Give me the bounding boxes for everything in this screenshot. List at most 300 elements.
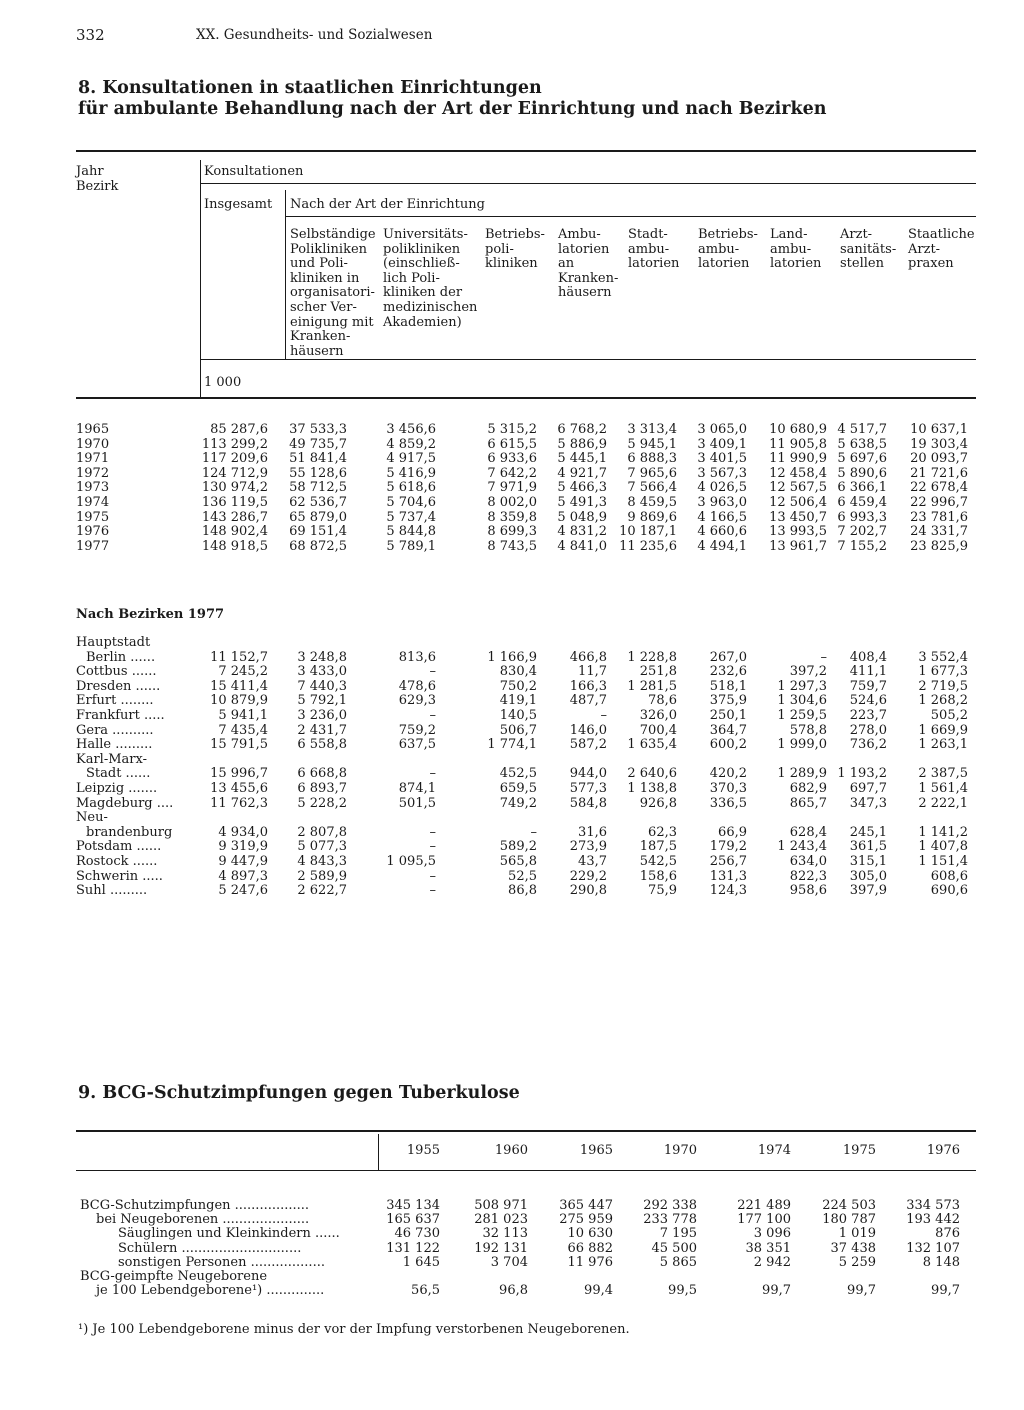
cell-value: 1 166,9 <box>487 649 537 665</box>
cell-value: 7 195 <box>659 1226 697 1242</box>
cell-value: 9 869,6 <box>627 509 677 525</box>
cell-value: 1 669,9 <box>918 722 968 738</box>
row-label: 1977 <box>76 538 110 554</box>
table-row <box>0 423 1024 438</box>
cell-value: 224 503 <box>822 1198 876 1213</box>
cell-value: 5 886,9 <box>557 436 607 452</box>
column-header-line: Selbständige <box>290 227 376 242</box>
cell-value: 143 286,7 <box>201 509 268 525</box>
cell-value: 223,7 <box>849 708 887 723</box>
cell-value: 365 447 <box>559 1198 613 1213</box>
cell-value: 958,6 <box>789 883 827 899</box>
cell-value: 2 589,9 <box>297 868 347 884</box>
column-header-line: häusern <box>558 285 612 301</box>
cell-value: 3 963,0 <box>697 495 747 510</box>
cell-value: 364,7 <box>709 722 747 738</box>
cell-value: 10 187,1 <box>619 524 677 540</box>
cell-value: 659,5 <box>499 781 537 796</box>
row-label: je 100 Lebendgeborene¹) .............. <box>96 1283 325 1299</box>
cell-value: 326,0 <box>639 708 677 723</box>
cell-value: 506,7 <box>499 722 537 738</box>
table-row <box>0 1242 1024 1256</box>
cell-value: 1 289,9 <box>777 766 827 782</box>
column-header-line: stellen <box>840 256 884 272</box>
cell-value: – <box>429 883 436 899</box>
cell-value: 5 890,6 <box>837 465 887 481</box>
column-header-1 <box>290 228 376 359</box>
cell-value: 136 119,5 <box>201 495 268 510</box>
cell-value: 315,1 <box>849 854 887 869</box>
column-header-line: latorien <box>770 256 822 272</box>
table9-top-rule <box>76 1130 976 1132</box>
cell-value: 2 387,5 <box>918 766 968 782</box>
row-label: Leipzig ....... <box>76 781 158 796</box>
cell-value: 5 792,1 <box>297 693 347 709</box>
cell-value: 4 841,0 <box>557 538 607 554</box>
table9-title: 9. BCG-Schutzimpfungen gegen Tuberkulose <box>78 1083 520 1103</box>
cell-value: 6 933,6 <box>487 451 537 467</box>
cell-value: 1 259,5 <box>777 708 827 723</box>
cell-value: 7 435,4 <box>218 722 268 738</box>
row-label: Schwerin ..... <box>76 868 163 884</box>
column-header-line: Kranken- <box>290 329 351 345</box>
cell-value: 23 781,6 <box>910 509 968 525</box>
cell-value: 267,0 <box>709 649 747 665</box>
cell-value: 8 359,8 <box>487 509 537 525</box>
stub-head-bezirk: Bezirk <box>76 178 119 194</box>
row-label: 1976 <box>76 524 110 540</box>
cell-value: 3 401,5 <box>697 451 747 467</box>
cell-value: 700,4 <box>639 722 677 738</box>
cell-value: 874,1 <box>398 781 436 796</box>
stub-head <box>76 165 118 194</box>
cell-value: 130 974,2 <box>201 480 268 496</box>
cell-value: 66,9 <box>718 824 747 840</box>
cell-value: 830,4 <box>499 664 537 680</box>
cell-value: 8 002,0 <box>487 495 537 510</box>
cell-value: 85 287,6 <box>210 422 268 437</box>
cell-value: 37 533,3 <box>289 422 347 437</box>
table-row <box>0 467 1024 482</box>
row-label: Säuglingen und Kleinkindern ...... <box>118 1226 340 1242</box>
row-label: Frankfurt ..... <box>76 708 165 723</box>
cell-value: 5 789,1 <box>386 538 436 554</box>
cell-value: 419,1 <box>499 693 537 709</box>
cell-value: 944,0 <box>569 766 607 782</box>
column-header-line: kliniken <box>485 256 538 272</box>
cell-value: 565,8 <box>499 854 537 869</box>
cell-value: 58 712,5 <box>289 480 347 496</box>
cell-value: 2 640,6 <box>627 766 677 782</box>
cell-value: 11 905,8 <box>769 436 827 452</box>
column-header-6 <box>698 228 758 272</box>
column-header-line: Ambu- <box>558 227 601 242</box>
cell-value: 2 942 <box>753 1254 791 1270</box>
cell-value: – <box>429 868 436 884</box>
column-header-line: ambu- <box>628 241 670 257</box>
table-row <box>0 782 1024 797</box>
table-row <box>0 511 1024 526</box>
column-header-line: Stadt- <box>628 227 668 242</box>
cell-value: 12 506,4 <box>769 495 827 510</box>
table-row <box>0 636 1024 651</box>
row-label: brandenburg <box>86 824 173 840</box>
cell-value: 759,2 <box>398 722 436 738</box>
cell-value: 637,5 <box>398 737 436 753</box>
cell-value: 1 138,8 <box>627 781 677 796</box>
cell-value: 99,5 <box>668 1283 697 1299</box>
cell-value: 3 456,6 <box>386 422 436 437</box>
cell-value: 865,7 <box>789 795 827 811</box>
cell-value: 148 902,4 <box>201 524 268 540</box>
column-header-line: Staatliche <box>908 227 975 242</box>
row-label: Berlin ...... <box>86 649 156 665</box>
cell-value: 11 976 <box>567 1254 613 1270</box>
cell-value: – <box>600 708 607 723</box>
cell-value: 4 897,3 <box>218 868 268 884</box>
cell-value: 736,2 <box>849 737 887 753</box>
cell-value: 6 558,8 <box>297 737 347 753</box>
cell-value: 1 304,6 <box>777 693 827 709</box>
cell-value: 96,8 <box>499 1283 528 1299</box>
cell-value: 11 990,9 <box>769 451 827 467</box>
row-label: Dresden ...... <box>76 678 161 694</box>
cell-value: 1 263,1 <box>918 737 968 753</box>
cell-value: 5 704,6 <box>386 495 436 510</box>
cell-value: 275 959 <box>559 1212 613 1228</box>
row-label: Suhl ......... <box>76 883 148 899</box>
bezirke-heading: Nach Bezirken 1977 <box>76 607 225 622</box>
year-header: 1960 <box>494 1143 528 1158</box>
cell-value: 4 831,2 <box>557 524 607 540</box>
insgesamt-divider <box>285 190 286 359</box>
cell-value: 578,8 <box>789 722 827 738</box>
cell-value: 5 259 <box>838 1254 876 1270</box>
table9-stub-divider <box>378 1134 379 1170</box>
cell-value: 2 622,7 <box>297 883 347 899</box>
column-header-line: poli- <box>485 241 514 257</box>
cell-value: 6 615,5 <box>487 436 537 452</box>
table-row <box>0 481 1024 496</box>
table-row <box>0 724 1024 739</box>
column-header-line: ambu- <box>698 241 740 257</box>
cell-value: 180 787 <box>822 1212 876 1228</box>
cell-value: 1 297,3 <box>777 678 827 694</box>
table8-title <box>78 78 826 120</box>
cell-value: 5 844,8 <box>386 524 436 540</box>
table-row <box>0 1213 1024 1227</box>
cell-value: 46 730 <box>394 1226 440 1242</box>
cell-value: 347,3 <box>849 795 887 811</box>
cell-value: 10 879,9 <box>210 693 268 709</box>
cell-value: 12 567,5 <box>769 480 827 496</box>
cell-value: 305,0 <box>849 868 887 884</box>
cell-value: 166,3 <box>569 678 607 694</box>
cell-value: 37 438 <box>830 1240 876 1256</box>
cell-value: 690,6 <box>930 883 968 899</box>
row-label: 1974 <box>76 495 110 510</box>
table8-head-bottom-rule <box>76 397 976 399</box>
cell-value: 78,6 <box>648 693 677 709</box>
row-label: 1973 <box>76 480 110 496</box>
row-label: Cottbus ...... <box>76 664 157 680</box>
cell-value: 501,5 <box>398 795 436 811</box>
cell-value: 99,4 <box>584 1283 613 1299</box>
column-header-9 <box>908 228 975 272</box>
cell-value: 1 243,4 <box>777 839 827 855</box>
cell-value: 5 865 <box>659 1254 697 1270</box>
table-row <box>0 694 1024 709</box>
page-number: 332 <box>76 26 105 44</box>
cell-value: 132 107 <box>906 1240 960 1256</box>
column-header-line: lich Poli- <box>383 270 440 286</box>
row-label: 1965 <box>76 422 110 437</box>
column-header-line: häusern <box>290 343 344 359</box>
table-row <box>0 1270 1024 1284</box>
cell-value: 69 151,4 <box>289 524 347 540</box>
cell-value: 876 <box>935 1226 960 1242</box>
row-label: 1975 <box>76 509 110 525</box>
column-header-line: kliniken in <box>290 270 360 286</box>
cell-value: 1 019 <box>838 1226 876 1242</box>
table-row <box>0 811 1024 826</box>
cell-value: 5 445,1 <box>557 451 607 467</box>
cell-value: 192 131 <box>474 1240 528 1256</box>
year-header: 1976 <box>926 1143 960 1158</box>
cell-value: 1 095,5 <box>386 854 436 869</box>
row-label: 1972 <box>76 465 110 481</box>
cell-value: 8 699,3 <box>487 524 537 540</box>
column-header-line: einigung mit <box>290 314 374 330</box>
cell-value: 229,2 <box>569 868 607 884</box>
insgesamt-head: Insgesamt <box>204 197 273 212</box>
cell-value: 587,2 <box>569 737 607 753</box>
cell-value: 6 893,7 <box>297 781 347 796</box>
cell-value: 7 566,4 <box>627 480 677 496</box>
cell-value: 508 971 <box>474 1198 528 1213</box>
column-header-line: Betriebs- <box>485 227 545 242</box>
cell-value: 5 638,5 <box>837 436 887 452</box>
cell-value: 584,8 <box>569 795 607 811</box>
table-row <box>0 680 1024 695</box>
cell-value: – <box>429 839 436 855</box>
cell-value: 278,0 <box>849 722 887 738</box>
cell-value: 7 202,7 <box>837 524 887 540</box>
cell-value: 7 245,2 <box>218 664 268 680</box>
cell-value: 4 921,7 <box>557 465 607 481</box>
row-label: Rostock ...... <box>76 854 158 869</box>
cell-value: 62 536,7 <box>289 495 347 510</box>
column-header-line: Polikliniken <box>290 241 368 257</box>
cell-value: 51 841,4 <box>289 451 347 467</box>
table-row <box>0 1199 1024 1213</box>
cell-value: 68 872,5 <box>289 538 347 554</box>
cell-value: 4 494,1 <box>697 538 747 554</box>
cell-value: 187,5 <box>639 839 677 855</box>
cell-value: 3 567,3 <box>697 465 747 481</box>
cell-value: 32 113 <box>482 1226 528 1242</box>
cell-value: 179,2 <box>709 839 747 855</box>
table-row <box>0 540 1024 555</box>
cell-value: 518,1 <box>709 678 747 694</box>
table-row <box>0 525 1024 540</box>
cell-value: 7 642,2 <box>487 465 537 481</box>
cell-value: 140,5 <box>499 708 537 723</box>
cell-value: 193 442 <box>906 1212 960 1228</box>
cell-value: – <box>429 766 436 782</box>
cell-value: 9 319,9 <box>218 839 268 855</box>
cell-value: 411,1 <box>849 664 887 680</box>
row-label: 1970 <box>76 436 110 452</box>
cell-value: 9 447,9 <box>218 854 268 869</box>
cell-value: 11 235,6 <box>619 538 677 554</box>
cell-value: 6 459,4 <box>837 495 887 510</box>
cell-value: 750,2 <box>499 678 537 694</box>
cell-value: 4 026,5 <box>697 480 747 496</box>
cell-value: 759,7 <box>849 678 887 694</box>
stub-divider <box>200 160 201 397</box>
column-header-2 <box>383 228 477 330</box>
row-label: BCG-Schutzimpfungen .................. <box>80 1198 310 1213</box>
table-row <box>0 767 1024 782</box>
cell-value: 5 941,1 <box>218 708 268 723</box>
cell-value: – <box>429 708 436 723</box>
cell-value: 697,7 <box>849 781 887 796</box>
column-header-line: an <box>558 256 575 272</box>
table-row <box>0 1256 1024 1270</box>
row-label: Gera .......... <box>76 722 154 738</box>
column-header-4 <box>558 228 618 301</box>
column-header-line: Betriebs- <box>698 227 758 242</box>
column-header-line: latorien <box>558 241 610 257</box>
row-label: Neu- <box>76 810 108 826</box>
cell-value: 13 961,7 <box>769 538 827 554</box>
cell-value: 4 934,0 <box>218 824 268 840</box>
cell-value: 21 721,6 <box>910 465 968 481</box>
cell-value: 524,6 <box>849 693 887 709</box>
column-header-line: praxen <box>908 256 954 272</box>
cell-value: 8 148 <box>922 1254 960 1270</box>
cell-value: 1 151,4 <box>918 854 968 869</box>
cell-value: 3 433,0 <box>297 664 347 680</box>
cell-value: 7 440,3 <box>297 678 347 694</box>
cell-value: 10 630 <box>567 1226 613 1242</box>
cell-value: 4 517,7 <box>837 422 887 437</box>
cell-value: 56,5 <box>411 1283 440 1299</box>
cell-value: 117 209,6 <box>201 451 268 467</box>
cell-value: 5 228,2 <box>297 795 347 811</box>
cell-value: 3 236,0 <box>297 708 347 723</box>
cell-value: 19 303,4 <box>910 436 968 452</box>
cell-value: 7 965,6 <box>627 465 677 481</box>
column-header-line: Land- <box>770 227 808 242</box>
cell-value: 131,3 <box>709 868 747 884</box>
cell-value: – <box>429 824 436 840</box>
cell-value: 5 315,2 <box>487 422 537 437</box>
cell-value: 86,8 <box>508 883 537 899</box>
cell-value: 1 774,1 <box>487 737 537 753</box>
cell-value: 24 331,7 <box>910 524 968 540</box>
cell-value: 165 637 <box>386 1212 440 1228</box>
cell-value: – <box>429 664 436 680</box>
cell-value: 13 455,6 <box>210 781 268 796</box>
cell-value: 22 678,4 <box>910 480 968 496</box>
year-header: 1965 <box>579 1143 613 1158</box>
cell-value: 608,6 <box>930 868 968 884</box>
cell-value: 292 338 <box>643 1198 697 1213</box>
cell-value: 250,1 <box>709 708 747 723</box>
cell-value: 10 680,9 <box>769 422 827 437</box>
cell-value: 1 635,4 <box>627 737 677 753</box>
cell-value: 1 677,3 <box>918 664 968 680</box>
cell-value: 466,8 <box>569 649 607 665</box>
cell-value: 1 645 <box>402 1254 440 1270</box>
konsultationen-rule <box>200 183 976 184</box>
column-header-line: polikliniken <box>383 241 461 257</box>
cell-value: 336,5 <box>709 795 747 811</box>
cell-value: 11,7 <box>578 664 607 680</box>
cell-value: 6 768,2 <box>557 422 607 437</box>
cell-value: 38 351 <box>745 1240 791 1256</box>
table-row <box>0 855 1024 870</box>
table-row <box>0 1227 1024 1241</box>
cell-value: 158,6 <box>639 868 677 884</box>
cell-value: 3 409,1 <box>697 436 747 452</box>
column-header-line: Arzt- <box>908 241 941 257</box>
table-row <box>0 797 1024 812</box>
cell-value: 822,3 <box>789 868 827 884</box>
cell-value: 7 155,2 <box>837 538 887 554</box>
cell-value: 43,7 <box>578 854 607 869</box>
column-header-line: Kranken- <box>558 270 619 286</box>
cell-value: 99,7 <box>762 1283 791 1299</box>
cell-value: 6 888,3 <box>627 451 677 467</box>
table9-head-rule <box>76 1170 976 1171</box>
cell-value: 273,9 <box>569 839 607 855</box>
cell-value: 5 737,4 <box>386 509 436 525</box>
cell-value: 3 096 <box>753 1226 791 1242</box>
cell-value: 177 100 <box>737 1212 791 1228</box>
year-header: 1975 <box>842 1143 876 1158</box>
konsultationen-head: Konsultationen <box>204 164 304 179</box>
cell-value: 345 134 <box>386 1198 440 1213</box>
cell-value: 749,2 <box>499 795 537 811</box>
cell-value: 1 228,8 <box>627 649 677 665</box>
table-row <box>0 884 1024 899</box>
cell-value: 397,2 <box>789 664 827 680</box>
cell-value: 233 778 <box>643 1212 697 1228</box>
cell-value: 5 697,6 <box>837 451 887 467</box>
cell-value: 245,1 <box>849 824 887 840</box>
table8-top-rule <box>76 150 976 152</box>
cell-value: 2 222,1 <box>918 795 968 811</box>
cell-value: 7 971,9 <box>487 480 537 496</box>
nach-art-head: Nach der Art der Einrichtung <box>290 197 485 212</box>
cell-value: – <box>530 824 537 840</box>
cell-value: 10 637,1 <box>910 422 968 437</box>
cell-value: 11 762,3 <box>210 795 268 811</box>
cell-value: 49 735,7 <box>289 436 347 452</box>
column-header-line: (einschließ- <box>383 256 460 272</box>
table-row <box>0 438 1024 453</box>
cell-value: 99,7 <box>931 1283 960 1299</box>
cell-value: 290,8 <box>569 883 607 899</box>
year-header: 1974 <box>757 1143 791 1158</box>
table-row <box>0 496 1024 511</box>
cell-value: 8 743,5 <box>487 538 537 554</box>
row-label: BCG-geimpfte Neugeborene <box>80 1269 268 1284</box>
cell-value: 370,3 <box>709 781 747 796</box>
